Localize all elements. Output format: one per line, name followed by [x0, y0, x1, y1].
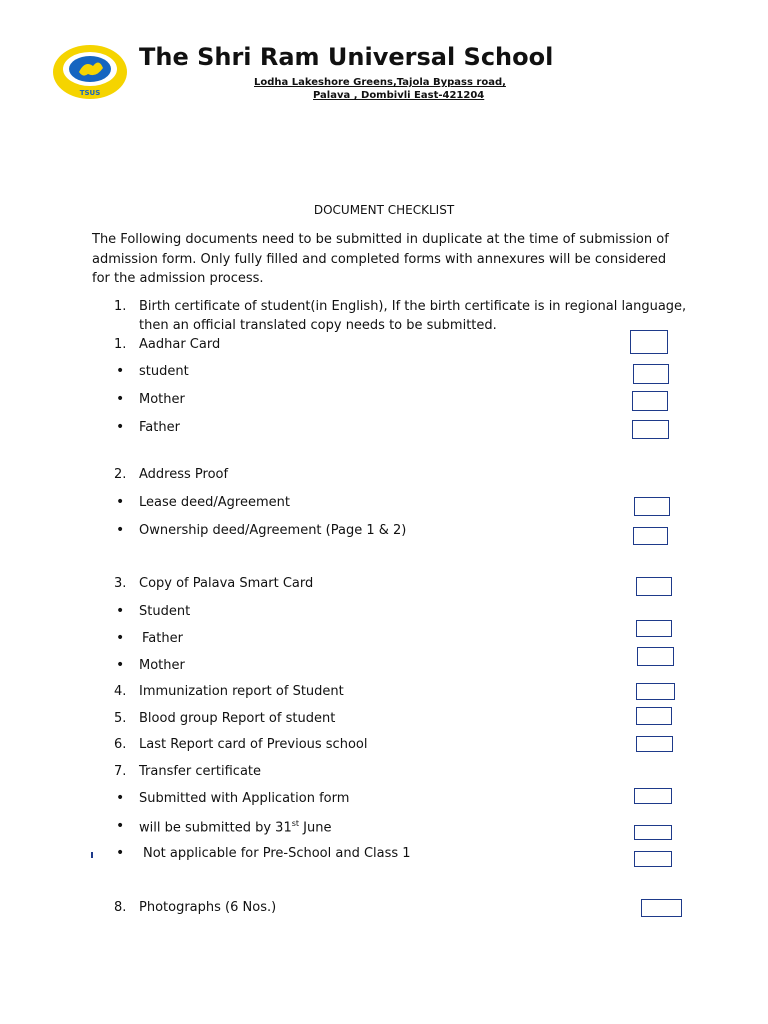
item-number: 3. — [114, 576, 127, 591]
immunization-report-checkbox[interactable] — [636, 683, 675, 700]
ownership-deed-label: Ownership deed/Agreement (Page 1 & 2) — [139, 523, 407, 538]
immunization-report-label: Immunization report of Student — [139, 684, 344, 699]
transfer-certificate-label: Transfer certificate — [139, 764, 262, 779]
lease-deed-label: Lease deed/Agreement — [139, 495, 290, 510]
logo-text: TSUS — [79, 89, 101, 97]
bullet: • — [116, 818, 125, 834]
aadhar-father-checkbox[interactable] — [632, 420, 669, 439]
item-number: 7. — [114, 764, 127, 779]
address-line-2: Palava , Dombivli East-421204 — [313, 90, 485, 101]
margin-mark — [91, 852, 93, 858]
aadhar-father-label: Father — [139, 420, 180, 435]
palava-father-label: Father — [142, 631, 183, 646]
address-proof-label: Address Proof — [139, 467, 229, 482]
tc-will-be-submitted-label — [139, 819, 331, 835]
item-number: 1. — [114, 337, 127, 352]
tc-will-superscript: st — [291, 819, 300, 828]
tc-will-be-submitted-checkbox[interactable] — [634, 825, 672, 840]
palava-smart-card-checkbox[interactable] — [636, 577, 672, 596]
blood-group-label: Blood group Report of student — [139, 711, 336, 726]
aadhar-student-checkbox[interactable] — [633, 364, 669, 384]
tc-submitted-label: Submitted with Application form — [139, 791, 350, 806]
item-number: 1. — [114, 299, 127, 314]
bullet: • — [116, 790, 125, 806]
item-number: 5. — [114, 711, 127, 726]
photographs-checkbox[interactable] — [641, 899, 682, 917]
blood-group-checkbox[interactable] — [636, 707, 672, 725]
bullet: • — [116, 657, 125, 673]
bullet: • — [116, 603, 125, 619]
aadhar-mother-checkbox[interactable] — [632, 391, 668, 411]
birth-certificate-line-2: then an official translated copy needs to be submitted. — [139, 318, 497, 333]
aadhar-card-label: Aadhar Card — [139, 337, 221, 352]
tc-not-applicable-label: Not applicable for Pre-School and Class 1 — [143, 846, 411, 861]
palava-father-checkbox[interactable] — [636, 620, 672, 637]
tc-submitted-checkbox[interactable] — [634, 788, 672, 804]
tc-not-applicable-checkbox[interactable] — [634, 851, 672, 867]
tc-will-end: June — [299, 820, 332, 836]
bullet: • — [116, 391, 125, 407]
document-heading: DOCUMENT CHECKLIST — [313, 203, 455, 217]
lease-deed-checkbox[interactable] — [634, 497, 670, 516]
palava-mother-checkbox[interactable] — [637, 647, 674, 666]
intro-paragraph: The Following documents need to be submitted in duplicate at the time of submission of admission form. Only fully filled and completed forms with annexures will be considered for the admission process. — [92, 232, 669, 286]
item-number: 2. — [114, 467, 127, 482]
bullet: • — [116, 845, 125, 861]
item-number: 4. — [114, 684, 127, 699]
bullet: • — [116, 363, 125, 379]
palava-student-label: Student — [139, 604, 191, 619]
school-name: The Shri Ram Universal School — [139, 43, 554, 71]
photographs-label: Photographs (6 Nos.) — [139, 900, 277, 915]
item-number: 6. — [114, 737, 127, 752]
ownership-deed-checkbox[interactable] — [633, 527, 668, 545]
bullet: • — [116, 494, 125, 510]
aadhar-card-checkbox[interactable] — [630, 330, 668, 354]
address-line-1: Lodha Lakeshore Greens,Tajola Bypass road, — [254, 77, 506, 88]
aadhar-student-label: student — [139, 364, 189, 379]
report-card-label: Last Report card of Previous school — [139, 737, 368, 752]
aadhar-mother-label: Mother — [139, 392, 185, 407]
bullet: • — [116, 419, 125, 435]
bullet: • — [116, 630, 125, 646]
palava-smart-card-label: Copy of Palava Smart Card — [139, 576, 314, 591]
item-number: 8. — [114, 900, 127, 915]
palava-mother-label: Mother — [139, 658, 185, 673]
report-card-checkbox[interactable] — [636, 736, 673, 752]
school-logo — [52, 44, 128, 100]
bullet: • — [116, 522, 125, 538]
birth-certificate-line-1: Birth certificate of student(in English), If the birth certificate is in regional language, — [139, 299, 687, 314]
tc-will-text: will be submitted by 31 — [139, 820, 292, 836]
